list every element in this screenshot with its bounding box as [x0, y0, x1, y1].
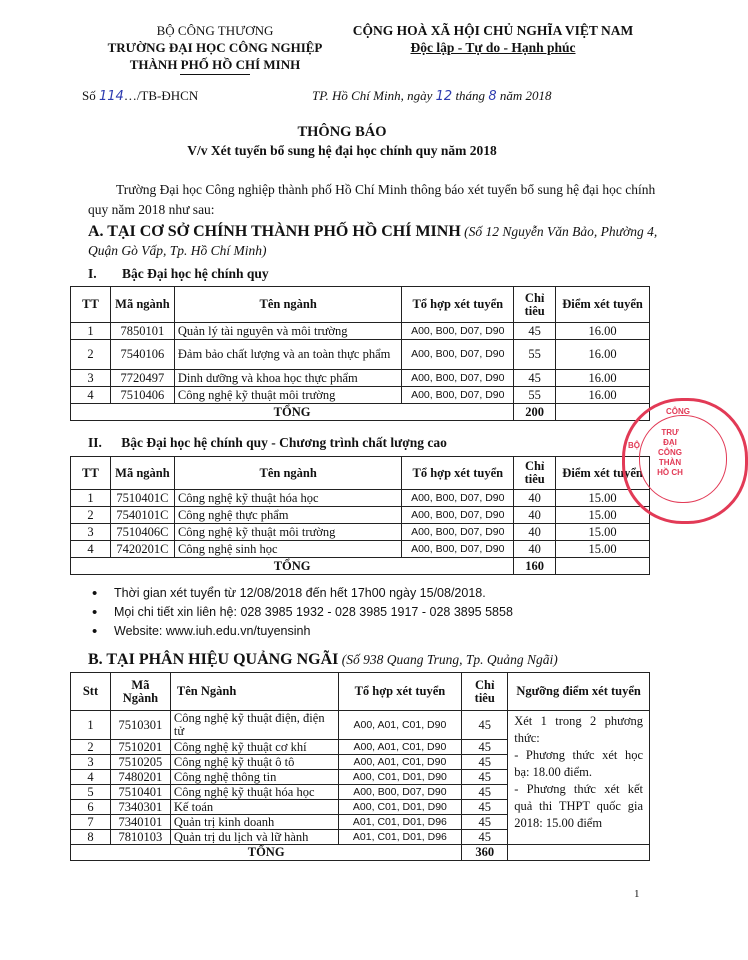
cell-combo: A00, B00, D07, D90: [402, 507, 514, 524]
part1-number: I.: [88, 266, 97, 281]
section-a-address: (Số 12 Nguyễn Văn Bảo, Phường 4, Quận Gò Vấp, Tp. Hồ Chí Minh): [88, 224, 658, 258]
cell-name: Đảm bảo chất lượng và an toàn thực phẩm: [174, 340, 401, 370]
section-b-title: B. TẠI PHÂN HIỆU QUẢNG NGÃI: [88, 651, 339, 668]
col-code: Mã Ngành: [110, 673, 170, 711]
cell-code: 7510401C: [110, 490, 174, 507]
cell-combo: A00, A01, C01, D90: [338, 755, 462, 770]
national-motto: Độc lập - Tự do - Hạnh phúc: [410, 40, 576, 55]
cell-quota: 40: [514, 490, 556, 507]
table-row: [71, 524, 650, 541]
contact-bullets: [92, 584, 513, 641]
cell-code: 7510406: [110, 387, 174, 404]
cell-combo: A00, A01, C01, D90: [338, 711, 462, 740]
list-item[interactable]: • Website: www.iuh.edu.vn/tuyensinh: [92, 622, 513, 641]
cell-quota: 45: [514, 370, 556, 387]
cell-stt: 7: [71, 815, 111, 830]
cell-quota: 55: [514, 340, 556, 370]
date-prefix: TP. Hồ Chí Minh, ngày: [312, 88, 436, 103]
seal-text: TRƯ: [661, 428, 679, 437]
seal-text: CÔNG: [658, 448, 682, 457]
cell-name: Công nghệ kỹ thuật điện, điện tử: [170, 711, 338, 740]
cell-tt: 2: [71, 340, 111, 370]
country-name: CỘNG HOÀ XÃ HỘI CHỦ NGHĨA VIỆT NAM: [352, 23, 634, 38]
col-quota: Chỉ tiêu: [514, 287, 556, 323]
cell-score: 16.00: [556, 387, 650, 404]
part2-header-row: [71, 457, 650, 490]
cell-combo: A01, C01, D01, D96: [338, 830, 462, 845]
cell-combo: A00, B00, D07, D90: [402, 524, 514, 541]
cell-stt: 6: [71, 800, 111, 815]
cell-tt: 3: [71, 524, 111, 541]
cell-stt: 4: [71, 770, 111, 785]
cell-code: 7510201: [110, 740, 170, 755]
cell-quota: 45: [462, 711, 508, 740]
cell-quota: 40: [514, 524, 556, 541]
part2-title: Bậc Đại học hệ chính quy - Chương trình chất lượng cao: [121, 435, 447, 450]
seal-text: ĐẠI: [663, 438, 677, 447]
cell-combo: A00, B00, D07, D90: [402, 370, 514, 387]
cell-score: 16.00: [556, 340, 650, 370]
section-b-heading: [88, 651, 558, 669]
part1-header-row: [71, 287, 650, 323]
part2-table: [70, 456, 650, 575]
cell-combo: A00, A01, C01, D90: [338, 740, 462, 755]
col-stt: Stt: [71, 673, 111, 711]
table-row: [71, 340, 650, 370]
cell-quota: 45: [462, 800, 508, 815]
section-b-table: [70, 672, 650, 861]
empty-cell: [556, 404, 650, 421]
col-name: Tên ngành: [174, 457, 401, 490]
col-name: Tên Ngành: [170, 673, 338, 711]
cell-combo: A00, B00, D07, D90: [402, 541, 514, 558]
col-quota: Chỉ tiêu: [514, 457, 556, 490]
ref-number: 114: [98, 89, 124, 104]
cell-score: 15.00: [556, 524, 650, 541]
red-seal-stamp: [622, 398, 748, 524]
month-label: tháng: [452, 88, 489, 103]
page-number: 1: [634, 888, 640, 900]
cell-quota: 45: [514, 323, 556, 340]
cell-code: 7340301: [110, 800, 170, 815]
cell-quota: 40: [514, 541, 556, 558]
cell-name: Quản trị kinh doanh: [170, 815, 338, 830]
cell-tt: 3: [71, 370, 111, 387]
ref-suffix: …/TB-ĐHCN: [123, 88, 199, 103]
cell-stt: 2: [71, 740, 111, 755]
cell-combo: A00, B00, D07, D90: [402, 490, 514, 507]
cell-name: Công nghệ kỹ thuật hóa học: [170, 785, 338, 800]
cell-quota: 55: [514, 387, 556, 404]
section-b-address: (Số 938 Quang Trung, Tp. Quảng Ngãi): [341, 652, 558, 667]
cell-combo: A00, C01, D01, D90: [338, 770, 462, 785]
date-day: 12: [435, 89, 453, 104]
col-combo: Tổ hợp xét tuyển: [402, 457, 514, 490]
date-month: 8: [488, 89, 497, 104]
cell-name: Công nghệ kỹ thuật hóa học: [174, 490, 401, 507]
col-threshold: Ngưỡng điểm xét tuyển: [508, 673, 650, 711]
section-a-title: A. TẠI CƠ SỞ CHÍNH THÀNH PHỐ HỒ CHÍ MINH: [88, 223, 461, 240]
school-city: THÀNH PHỐ HỒ CHÍ MINH: [129, 57, 301, 72]
total-row: [71, 558, 650, 575]
part1-heading: [88, 266, 269, 282]
part1-table: [70, 286, 650, 421]
col-tt: TT: [71, 457, 111, 490]
cell-name: Kế toán: [170, 800, 338, 815]
col-score: Điểm xét tuyển: [556, 457, 650, 490]
table-row: [71, 490, 650, 507]
cell-combo: A00, B00, D07, D90: [402, 387, 514, 404]
intro-paragraph: Trường Đại học Công nghiệp thành phố Hồ Chí Minh thông báo xét tuyển bổ sung hệ đại học chính quy năm 2018 như sau:: [88, 182, 656, 217]
cell-quota: 45: [462, 740, 508, 755]
cell-name: Công nghệ thực phẩm: [174, 507, 401, 524]
national-header: [328, 22, 658, 56]
cell-code: 7720497: [110, 370, 174, 387]
document-title: THÔNG BÁO: [297, 124, 387, 140]
cell-score: 16.00: [556, 370, 650, 387]
ministry-name: BỘ CÔNG THƯƠNG: [156, 23, 274, 38]
cell-name: Công nghệ thông tin: [170, 770, 338, 785]
cell-tt: 2: [71, 507, 111, 524]
col-code: Mã ngành: [110, 457, 174, 490]
document-number: [82, 88, 198, 104]
cell-name: Quản lý tài nguyên và môi trường: [174, 323, 401, 340]
part1-title: Bậc Đại học hệ chính quy: [122, 266, 269, 281]
table-row: [71, 711, 650, 740]
empty-cell: [556, 558, 650, 575]
cell-name: Dinh dưỡng và khoa học thực phẩm: [174, 370, 401, 387]
seal-text: THÀN: [658, 458, 682, 467]
cell-code: 7510401: [110, 785, 170, 800]
cell-tt: 4: [71, 541, 111, 558]
cell-code: 7510205: [110, 755, 170, 770]
cell-score: 15.00: [556, 541, 650, 558]
cell-name: Công nghệ sinh học: [174, 541, 401, 558]
cell-combo: A00, B00, D07, D90: [402, 323, 514, 340]
total-value: 360: [462, 845, 508, 861]
cell-score: 15.00: [556, 507, 650, 524]
cell-code: 7510406C: [110, 524, 174, 541]
section-a-heading: [88, 222, 663, 260]
seal-text: HỒ CH: [657, 468, 683, 477]
total-label: TỔNG: [71, 404, 514, 421]
col-score: Điểm xét tuyển: [556, 287, 650, 323]
cell-quota: 40: [514, 507, 556, 524]
col-quota: Chỉ tiêu: [462, 673, 508, 711]
table-row: [71, 507, 650, 524]
col-combo: Tổ hợp xét tuyển: [338, 673, 462, 711]
cell-tt: 4: [71, 387, 111, 404]
table-row: [71, 541, 650, 558]
list-item: • Mọi chi tiết xin liên hệ: 028 3985 1932 - 028 3985 1917 - 028 3895 5858: [92, 603, 513, 622]
cell-code: 7540106: [110, 340, 174, 370]
col-combo: Tổ hợp xét tuyển: [402, 287, 514, 323]
cell-score: 15.00: [556, 490, 650, 507]
cell-code: 7420201C: [110, 541, 174, 558]
total-value: 200: [514, 404, 556, 421]
document-subtitle: V/v Xét tuyển bổ sung hệ đại học chính quy năm 2018: [187, 143, 497, 158]
cell-code: 7340101: [110, 815, 170, 830]
cell-code: 7510301: [110, 711, 170, 740]
cell-combo: A00, C01, D01, D90: [338, 800, 462, 815]
cell-name: Công nghệ kỹ thuật cơ khí: [170, 740, 338, 755]
issuer-block: [80, 22, 350, 75]
seal-text: BỘ: [628, 441, 640, 450]
list-item: • Thời gian xét tuyển từ 12/08/2018 đến hết 17h00 ngày 15/08/2018.: [92, 584, 513, 603]
date-line: [312, 88, 551, 104]
school-name: TRƯỜNG ĐẠI HỌC CÔNG NGHIỆP: [107, 40, 323, 55]
date-year: năm 2018: [496, 88, 552, 103]
cell-stt: 1: [71, 711, 111, 740]
cell-quota: 45: [462, 785, 508, 800]
cell-tt: 1: [71, 323, 111, 340]
cell-code: 7810103: [110, 830, 170, 845]
cell-name: Công nghệ kỹ thuật môi trường: [174, 387, 401, 404]
cell-tt: 1: [71, 490, 111, 507]
table-row: [71, 387, 650, 404]
total-label: TỔNG: [71, 558, 514, 575]
cell-name: Công nghệ kỹ thuật môi trường: [174, 524, 401, 541]
cell-quota: 45: [462, 815, 508, 830]
col-name: Tên ngành: [174, 287, 401, 323]
section-b-header-row: [71, 673, 650, 711]
cell-quota: 45: [462, 770, 508, 785]
cell-stt: 5: [71, 785, 111, 800]
cell-combo: A00, B00, D07, D90: [402, 340, 514, 370]
cell-name: Công nghệ kỹ thuật ô tô: [170, 755, 338, 770]
table-row: [71, 370, 650, 387]
seal-text: CÔNG: [666, 407, 690, 416]
col-code: Mã ngành: [110, 287, 174, 323]
cell-code: 7540101C: [110, 507, 174, 524]
cell-code: 7850101: [110, 323, 174, 340]
empty-cell: [508, 845, 650, 861]
cell-quota: 45: [462, 830, 508, 845]
threshold-note: Xét 1 trong 2 phương thức: - Phương thức xét học bạ: 18.00 điểm. - Phương thức xét kết quả thi THPT quốc gia 2018: 15.00 điểm: [508, 711, 650, 845]
total-row: [71, 404, 650, 421]
cell-score: 16.00: [556, 323, 650, 340]
cell-combo: A00, B00, D07, D90: [338, 785, 462, 800]
ref-prefix: Số: [82, 88, 99, 103]
part2-number: II.: [88, 435, 102, 450]
cell-stt: 3: [71, 755, 111, 770]
part2-heading: [88, 435, 447, 451]
total-row: [71, 845, 650, 861]
total-value: 160: [514, 558, 556, 575]
cell-quota: 45: [462, 755, 508, 770]
cell-stt: 8: [71, 830, 111, 845]
total-label: TỔNG: [71, 845, 462, 861]
table-row: [71, 323, 650, 340]
issuer-underline: [180, 74, 250, 75]
cell-combo: A01, C01, D01, D96: [338, 815, 462, 830]
cell-name: Quản trị du lịch và lữ hành: [170, 830, 338, 845]
col-tt: TT: [71, 287, 111, 323]
cell-code: 7480201: [110, 770, 170, 785]
